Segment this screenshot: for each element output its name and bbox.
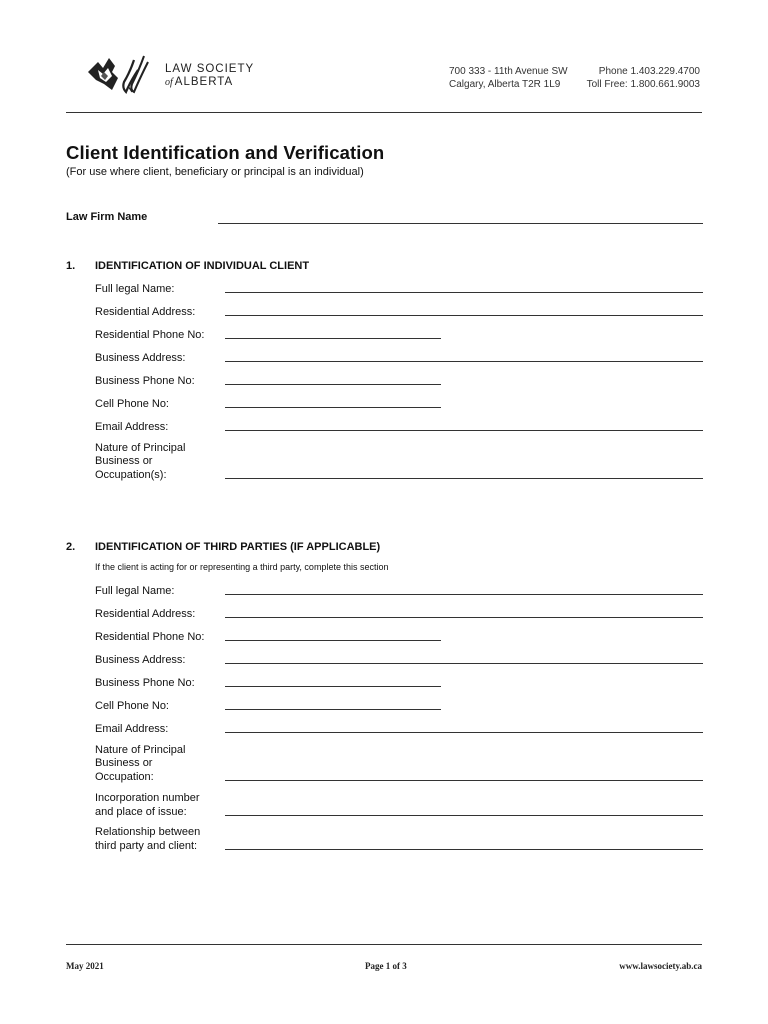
s2-res-phone-field[interactable] (225, 640, 441, 641)
s2-relation-label-line1: Relationship between (95, 826, 201, 838)
s2-res-phone-label: Residential Phone No: (95, 630, 205, 643)
s2-incorp-label (95, 792, 220, 819)
s1-full-name-row (95, 280, 703, 296)
s1-res-address-label: Residential Address: (95, 305, 196, 318)
office-address (449, 66, 568, 91)
s2-full-name-label: Full legal Name: (95, 584, 175, 597)
s2-relation-label-line2: third party and client: (95, 839, 198, 852)
section2-number: 2. (66, 541, 76, 553)
s2-full-name-field[interactable] (225, 594, 703, 595)
s2-incorp-label-line1: Incorporation number (95, 792, 200, 804)
org-name-of: of (165, 77, 173, 88)
s1-cell-phone-label: Cell Phone No: (95, 397, 169, 410)
s1-cell-phone-row (95, 395, 703, 411)
s2-bus-address-label: Business Address: (95, 653, 186, 666)
footer-date: May 2021 (66, 961, 104, 971)
s2-incorp-row (95, 792, 703, 819)
s1-nature-row (95, 442, 703, 482)
s1-cell-phone-field[interactable] (225, 407, 441, 408)
s1-email-field[interactable] (225, 430, 703, 431)
header-divider (66, 112, 702, 113)
s1-nature-field[interactable] (225, 478, 703, 479)
s1-res-phone-row (95, 326, 703, 342)
s2-nature-label (95, 744, 220, 785)
organization-name (165, 63, 254, 89)
section1-title: IDENTIFICATION OF INDIVIDUAL CLIENT (95, 260, 310, 272)
s2-relation-label (95, 826, 220, 853)
s2-full-name-row (95, 582, 703, 598)
section2-note: If the client is acting for or representing a third party, complete this section (95, 562, 389, 572)
s2-bus-phone-field[interactable] (225, 686, 441, 687)
s2-nature-label-line3: Occupation: (95, 770, 154, 783)
s2-cell-phone-field[interactable] (225, 709, 441, 710)
phone-line2: Toll Free: 1.800.661.9003 (586, 78, 700, 90)
s1-res-address-field[interactable] (225, 315, 703, 316)
s1-nature-label-line2: Business or (95, 455, 153, 467)
s1-bus-phone-row (95, 372, 703, 388)
s2-bus-phone-row (95, 674, 703, 690)
s2-cell-phone-label: Cell Phone No: (95, 699, 169, 712)
s1-res-phone-field[interactable] (225, 338, 441, 339)
s2-incorp-field[interactable] (225, 815, 703, 816)
section1-number: 1. (66, 260, 76, 272)
s2-nature-label-line2: Business or (95, 757, 153, 769)
law-firm-name-label: Law Firm Name (66, 211, 148, 223)
s2-nature-label-line1: Nature of Principal (95, 743, 186, 756)
s1-full-name-field[interactable] (225, 292, 703, 293)
s1-bus-address-label: Business Address: (95, 351, 186, 364)
s2-relation-field[interactable] (225, 849, 703, 850)
law-firm-name-field[interactable] (218, 223, 703, 224)
s2-cell-phone-row (95, 697, 703, 713)
s2-bus-address-field[interactable] (225, 663, 703, 664)
page-title: Client Identification and Verification (66, 142, 385, 163)
section2-title: IDENTIFICATION OF THIRD PARTIES (IF APPLICABLE) (95, 541, 381, 553)
s1-nature-label-line3: Occupation(s): (95, 468, 167, 481)
s2-relation-row (95, 826, 703, 853)
office-phones (587, 66, 700, 91)
s1-nature-label-line1: Nature of Principal (95, 441, 186, 454)
s2-bus-address-row (95, 651, 703, 667)
s2-bus-phone-label: Business Phone No: (95, 676, 195, 689)
s2-incorp-label-line2: and place of issue: (95, 805, 187, 818)
s2-email-label: Email Address: (95, 722, 169, 735)
s1-bus-address-field[interactable] (225, 361, 703, 362)
s1-res-address-row (95, 303, 703, 319)
s2-nature-field[interactable] (225, 780, 703, 781)
s1-email-label: Email Address: (95, 420, 169, 433)
address-line1: 700 333 - 11th Avenue SW (449, 66, 568, 77)
page-subtitle: (For use where client, beneficiary or principal is an individual) (66, 166, 364, 178)
org-name-line2 (165, 76, 254, 89)
s2-res-address-row (95, 605, 703, 621)
address-line2: Calgary, Alberta T2R 1L9 (449, 78, 561, 90)
footer-divider (66, 944, 702, 945)
law-society-logo (84, 52, 164, 96)
s2-res-address-label: Residential Address: (95, 607, 196, 620)
s2-res-phone-row (95, 628, 703, 644)
s2-res-address-field[interactable] (225, 617, 703, 618)
org-name-line1: LAW SOCIETY (165, 63, 255, 75)
s1-full-name-label: Full legal Name: (95, 282, 175, 295)
s1-nature-label (95, 442, 220, 483)
phone-line1: Phone 1.403.229.4700 (598, 66, 700, 77)
s2-email-field[interactable] (225, 732, 703, 733)
s1-bus-address-row (95, 349, 703, 365)
footer-page-number: Page 1 of 3 (365, 961, 407, 971)
s2-nature-row (95, 744, 703, 784)
org-name-alberta: ALBERTA (174, 76, 234, 88)
s1-bus-phone-field[interactable] (225, 384, 441, 385)
s1-res-phone-label: Residential Phone No: (95, 328, 205, 341)
footer-website[interactable]: www.lawsociety.ab.ca (619, 961, 702, 971)
s1-email-row (95, 418, 703, 434)
s2-email-row (95, 720, 703, 736)
s1-bus-phone-label: Business Phone No: (95, 374, 195, 387)
